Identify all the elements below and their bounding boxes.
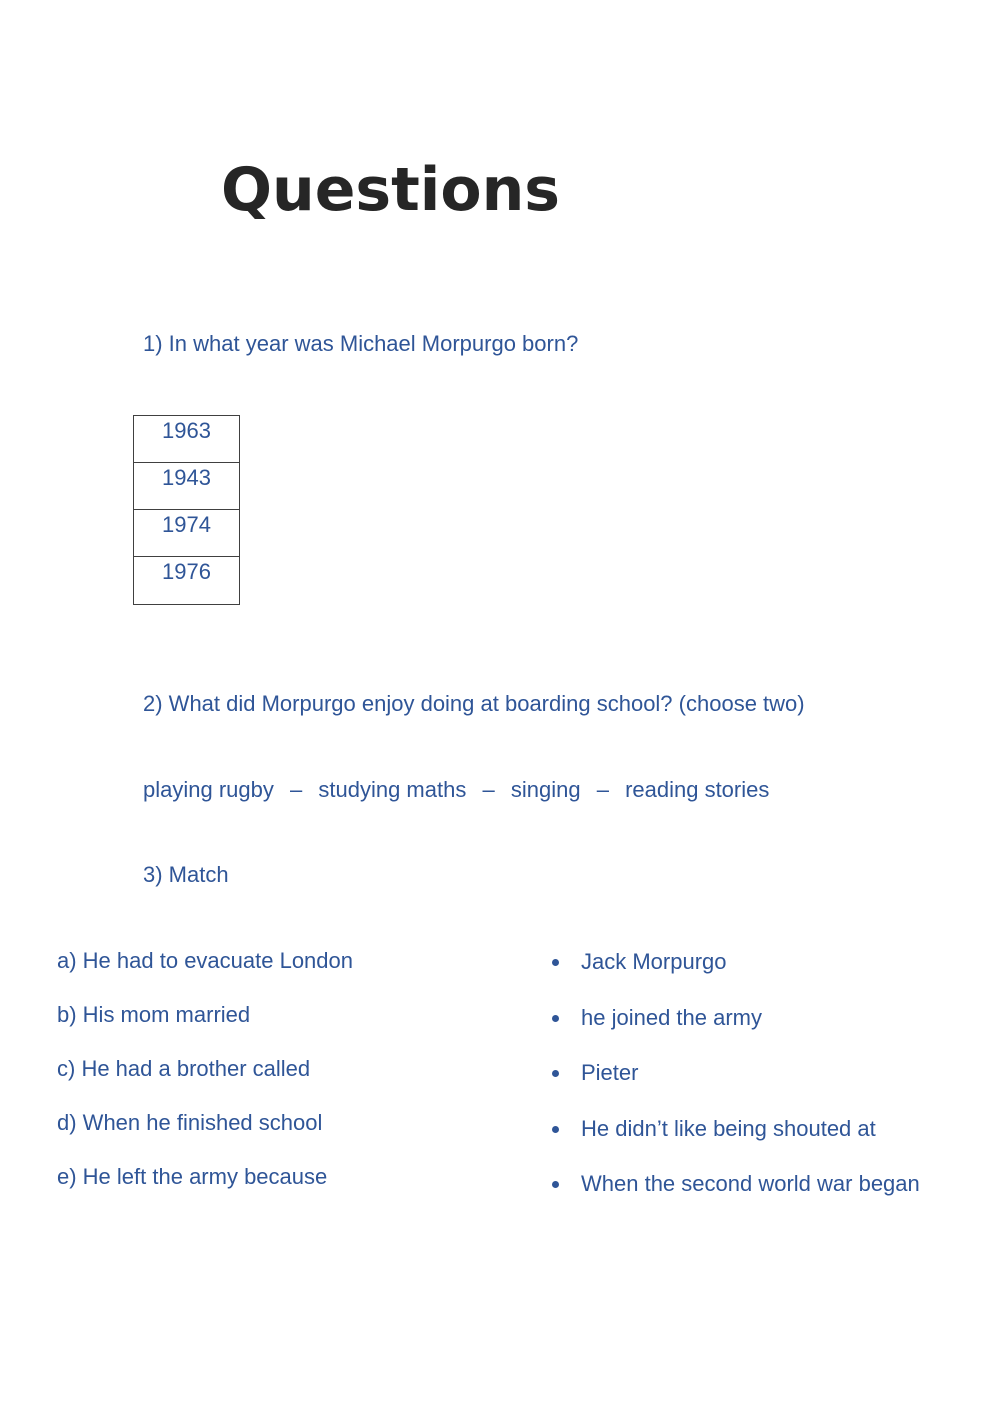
- question-2-options: [143, 776, 769, 804]
- question-2-text: 2) What did Morpurgo enjoy doing at boarding school? (choose two): [143, 691, 805, 716]
- match-right-item[interactable]: [552, 1057, 920, 1113]
- match-right-label: Jack Morpurgo: [581, 949, 727, 974]
- match-right-label: When the second world war began: [581, 1171, 920, 1196]
- question-1-text: 1) In what year was Michael Morpurgo born?: [143, 331, 579, 356]
- match-right-label: Pieter: [581, 1060, 639, 1085]
- year-option[interactable]: 1976: [134, 557, 240, 605]
- bullet-icon: [552, 1015, 559, 1022]
- match-right-label: he joined the army: [581, 1004, 762, 1030]
- separator: –: [290, 777, 303, 802]
- activity-option[interactable]: singing: [510, 777, 581, 802]
- match-right-item[interactable]: [552, 1113, 920, 1169]
- match-right-item[interactable]: [552, 1168, 920, 1224]
- year-option[interactable]: 1974: [134, 510, 240, 557]
- year-options-table: [133, 415, 240, 605]
- match-right-label: He didn’t like being shouted at: [581, 1115, 876, 1141]
- match-left-item[interactable]: a) He had to evacuate London: [57, 948, 354, 973]
- activity-option[interactable]: reading stories: [625, 777, 770, 802]
- match-left-item[interactable]: d) When he finished school: [57, 1110, 323, 1135]
- activity-option[interactable]: playing rugby: [143, 777, 274, 802]
- bullet-icon: [552, 1070, 559, 1077]
- match-right-column: [552, 946, 920, 1224]
- page-title: Questions: [221, 155, 561, 225]
- year-option[interactable]: 1943: [134, 463, 240, 510]
- activity-option[interactable]: studying maths: [318, 777, 467, 802]
- bullet-icon: [552, 1181, 559, 1188]
- match-left-item[interactable]: b) His mom married: [57, 1002, 251, 1027]
- bullet-icon: [552, 1126, 559, 1133]
- bullet-icon: [552, 959, 559, 966]
- match-right-item[interactable]: [552, 946, 920, 1002]
- match-left-column: [57, 946, 353, 1216]
- year-option[interactable]: 1963: [134, 416, 240, 463]
- separator: –: [482, 777, 495, 802]
- match-right-item[interactable]: [552, 1002, 920, 1058]
- separator: –: [596, 777, 609, 802]
- match-left-item[interactable]: c) He had a brother called: [57, 1056, 311, 1081]
- match-left-item[interactable]: e) He left the army because: [57, 1164, 328, 1189]
- question-3-text: 3) Match: [143, 862, 229, 887]
